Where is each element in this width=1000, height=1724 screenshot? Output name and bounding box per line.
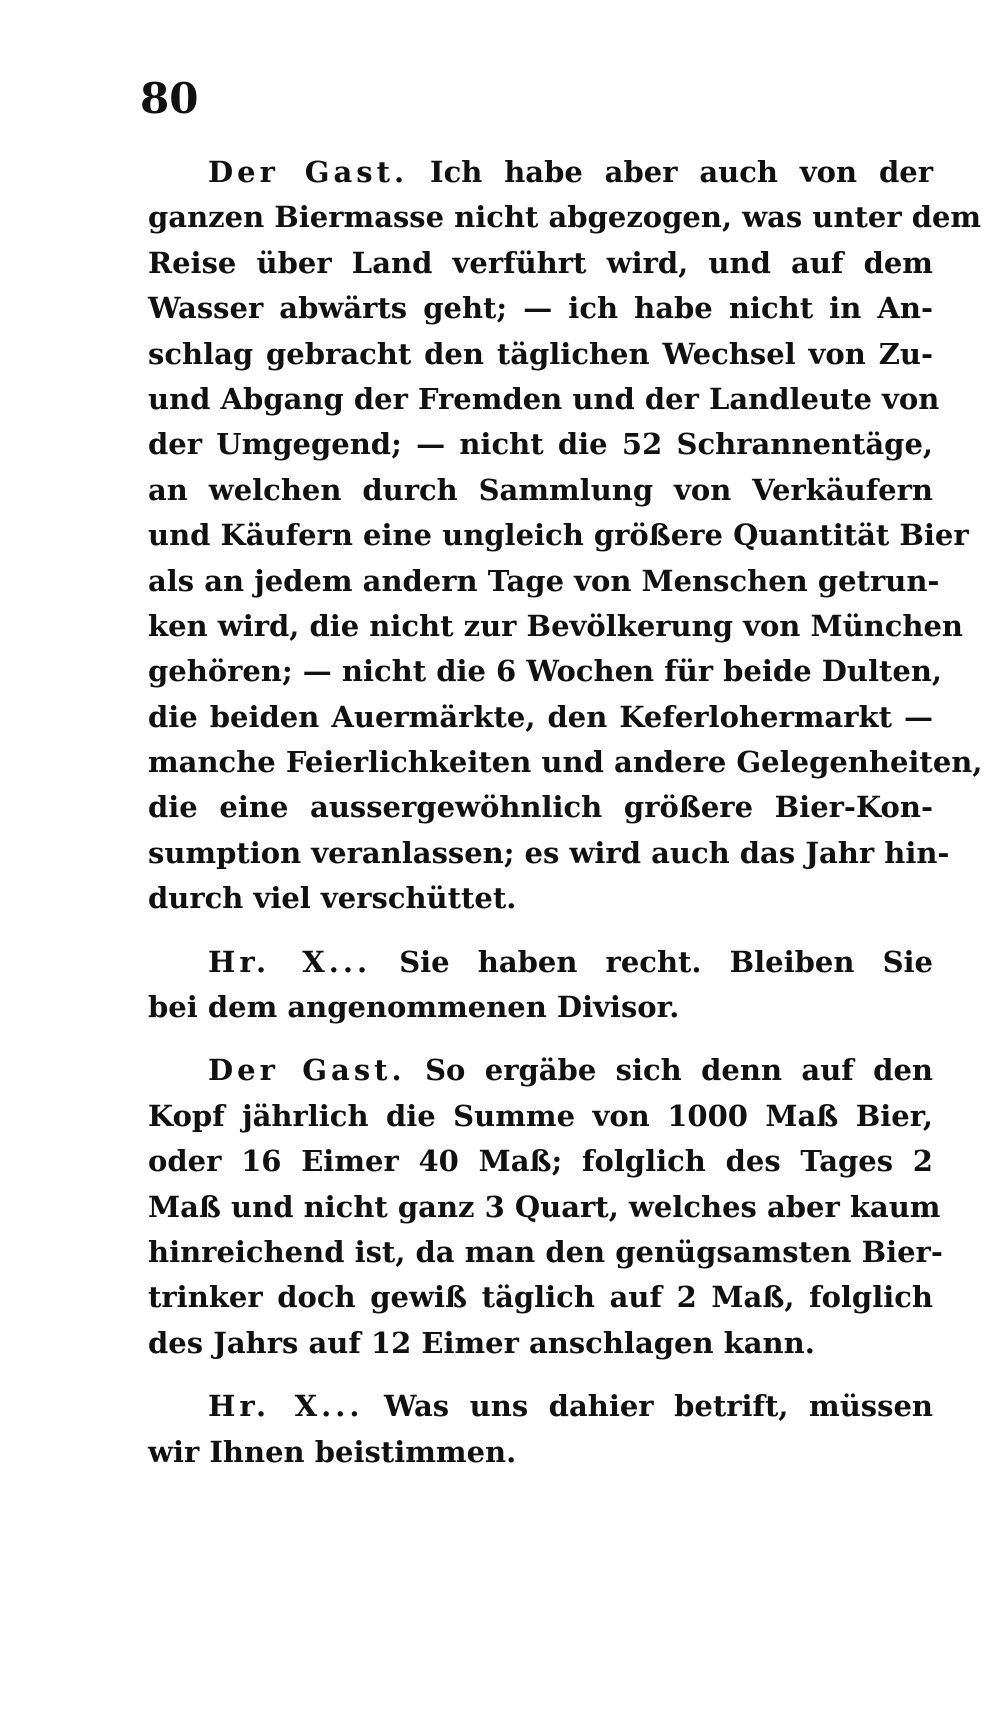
paragraph [148,1384,933,1475]
text-line [148,195,982,240]
text-line [148,649,943,694]
line-text: sumption veranlassen; es wird auch das Jahr hin- [148,835,950,870]
line-text: Wasser abwärts geht; — ich habe nicht in An- [148,291,933,326]
text-line [148,1430,933,1475]
paragraph [148,940,933,1031]
text-line [148,1094,933,1139]
line-text: oder 16 Eimer 40 Maß; folglich des Tages 2 [148,1144,933,1179]
line-text: schlag gebracht den täglichen Wechsel von Zu- [148,336,933,371]
text-line [148,740,983,785]
line-text: ken wird, die nicht zur Bevölkerung von München [148,608,964,643]
text-line [148,985,933,1030]
line-text: bei dem angenommenen Divisor. [148,990,680,1025]
text-line [148,332,933,377]
text-line [148,1139,933,1184]
text-line [148,377,940,422]
line-text: Was uns dahier betrift, müssen [383,1389,933,1424]
text-line [148,1185,941,1230]
paragraph [148,1048,943,1366]
page-number: 80 [140,74,199,123]
line-text: und Abgang der Fremden und der Landleute von [148,381,940,416]
paragraph [148,150,983,922]
line-text: durch viel verschüttet. [148,881,517,916]
speaker-name: Der Gast. [208,1053,406,1088]
speaker-name: Der Gast. [208,155,409,189]
text-line [148,695,933,740]
line-text: Sie haben recht. Bleiben Sie [399,944,933,979]
line-text: manche Feierlichkeiten und andere Gelegenheiten, [148,745,983,780]
line-text: Kopf jährlich die Summe von 1000 Maß Bier, [148,1098,933,1133]
line-text: gehören; — nicht die 6 Wochen für beide Dulten, [148,654,943,689]
text-line [148,1275,933,1320]
text-line [148,1384,933,1429]
line-text: trinker doch gewiß täglich auf 2 Maß, folglich [148,1280,933,1315]
text-line [148,468,933,513]
line-text: wir Ihnen beistimmen. [148,1434,517,1469]
line-text: an welchen durch Sammlung von Verkäufern [148,472,933,507]
text-line [148,831,950,876]
text-line [148,150,933,195]
text-line [148,1048,933,1093]
body-text [148,150,983,1493]
line-text: des Jahrs auf 12 Eimer anschlagen kann. [148,1325,815,1360]
line-text: der Umgegend; — nicht die 52 Schrannentäge, [148,427,933,462]
text-line [148,513,969,558]
line-text: die beiden Auermärkte, den Keferlohermarkt — [148,699,933,734]
text-line [148,241,933,286]
line-text: als an jedem andern Tage von Menschen getrun- [148,563,940,598]
line-text: und Käufern eine ungleich größere Quantität Bier [148,518,969,553]
text-line [148,422,933,467]
line-text: ganzen Biermasse nicht abgezogen, was unter dem [148,200,982,235]
text-line [148,286,933,331]
text-line [148,940,933,985]
text-line [148,604,964,649]
text-line [148,1230,943,1275]
line-text: So ergäbe sich denn auf den [425,1053,933,1088]
line-text: hinreichend ist, da man den genügsamsten Bier- [148,1234,943,1269]
line-text: Ich habe aber auch von der [430,155,933,189]
line-text: Maß und nicht ganz 3 Quart, welches aber kaum [148,1189,941,1224]
text-line [148,1321,933,1366]
line-text: Reise über Land verführt wird, und auf dem [148,245,933,280]
speaker-name: Hr. X... [208,944,372,979]
speaker-name: Hr. X... [208,1389,364,1424]
text-line [148,785,933,830]
text-line [148,559,940,604]
line-text: die eine aussergewöhnlich größere Bier-Kon- [148,790,933,825]
text-line [148,876,933,921]
